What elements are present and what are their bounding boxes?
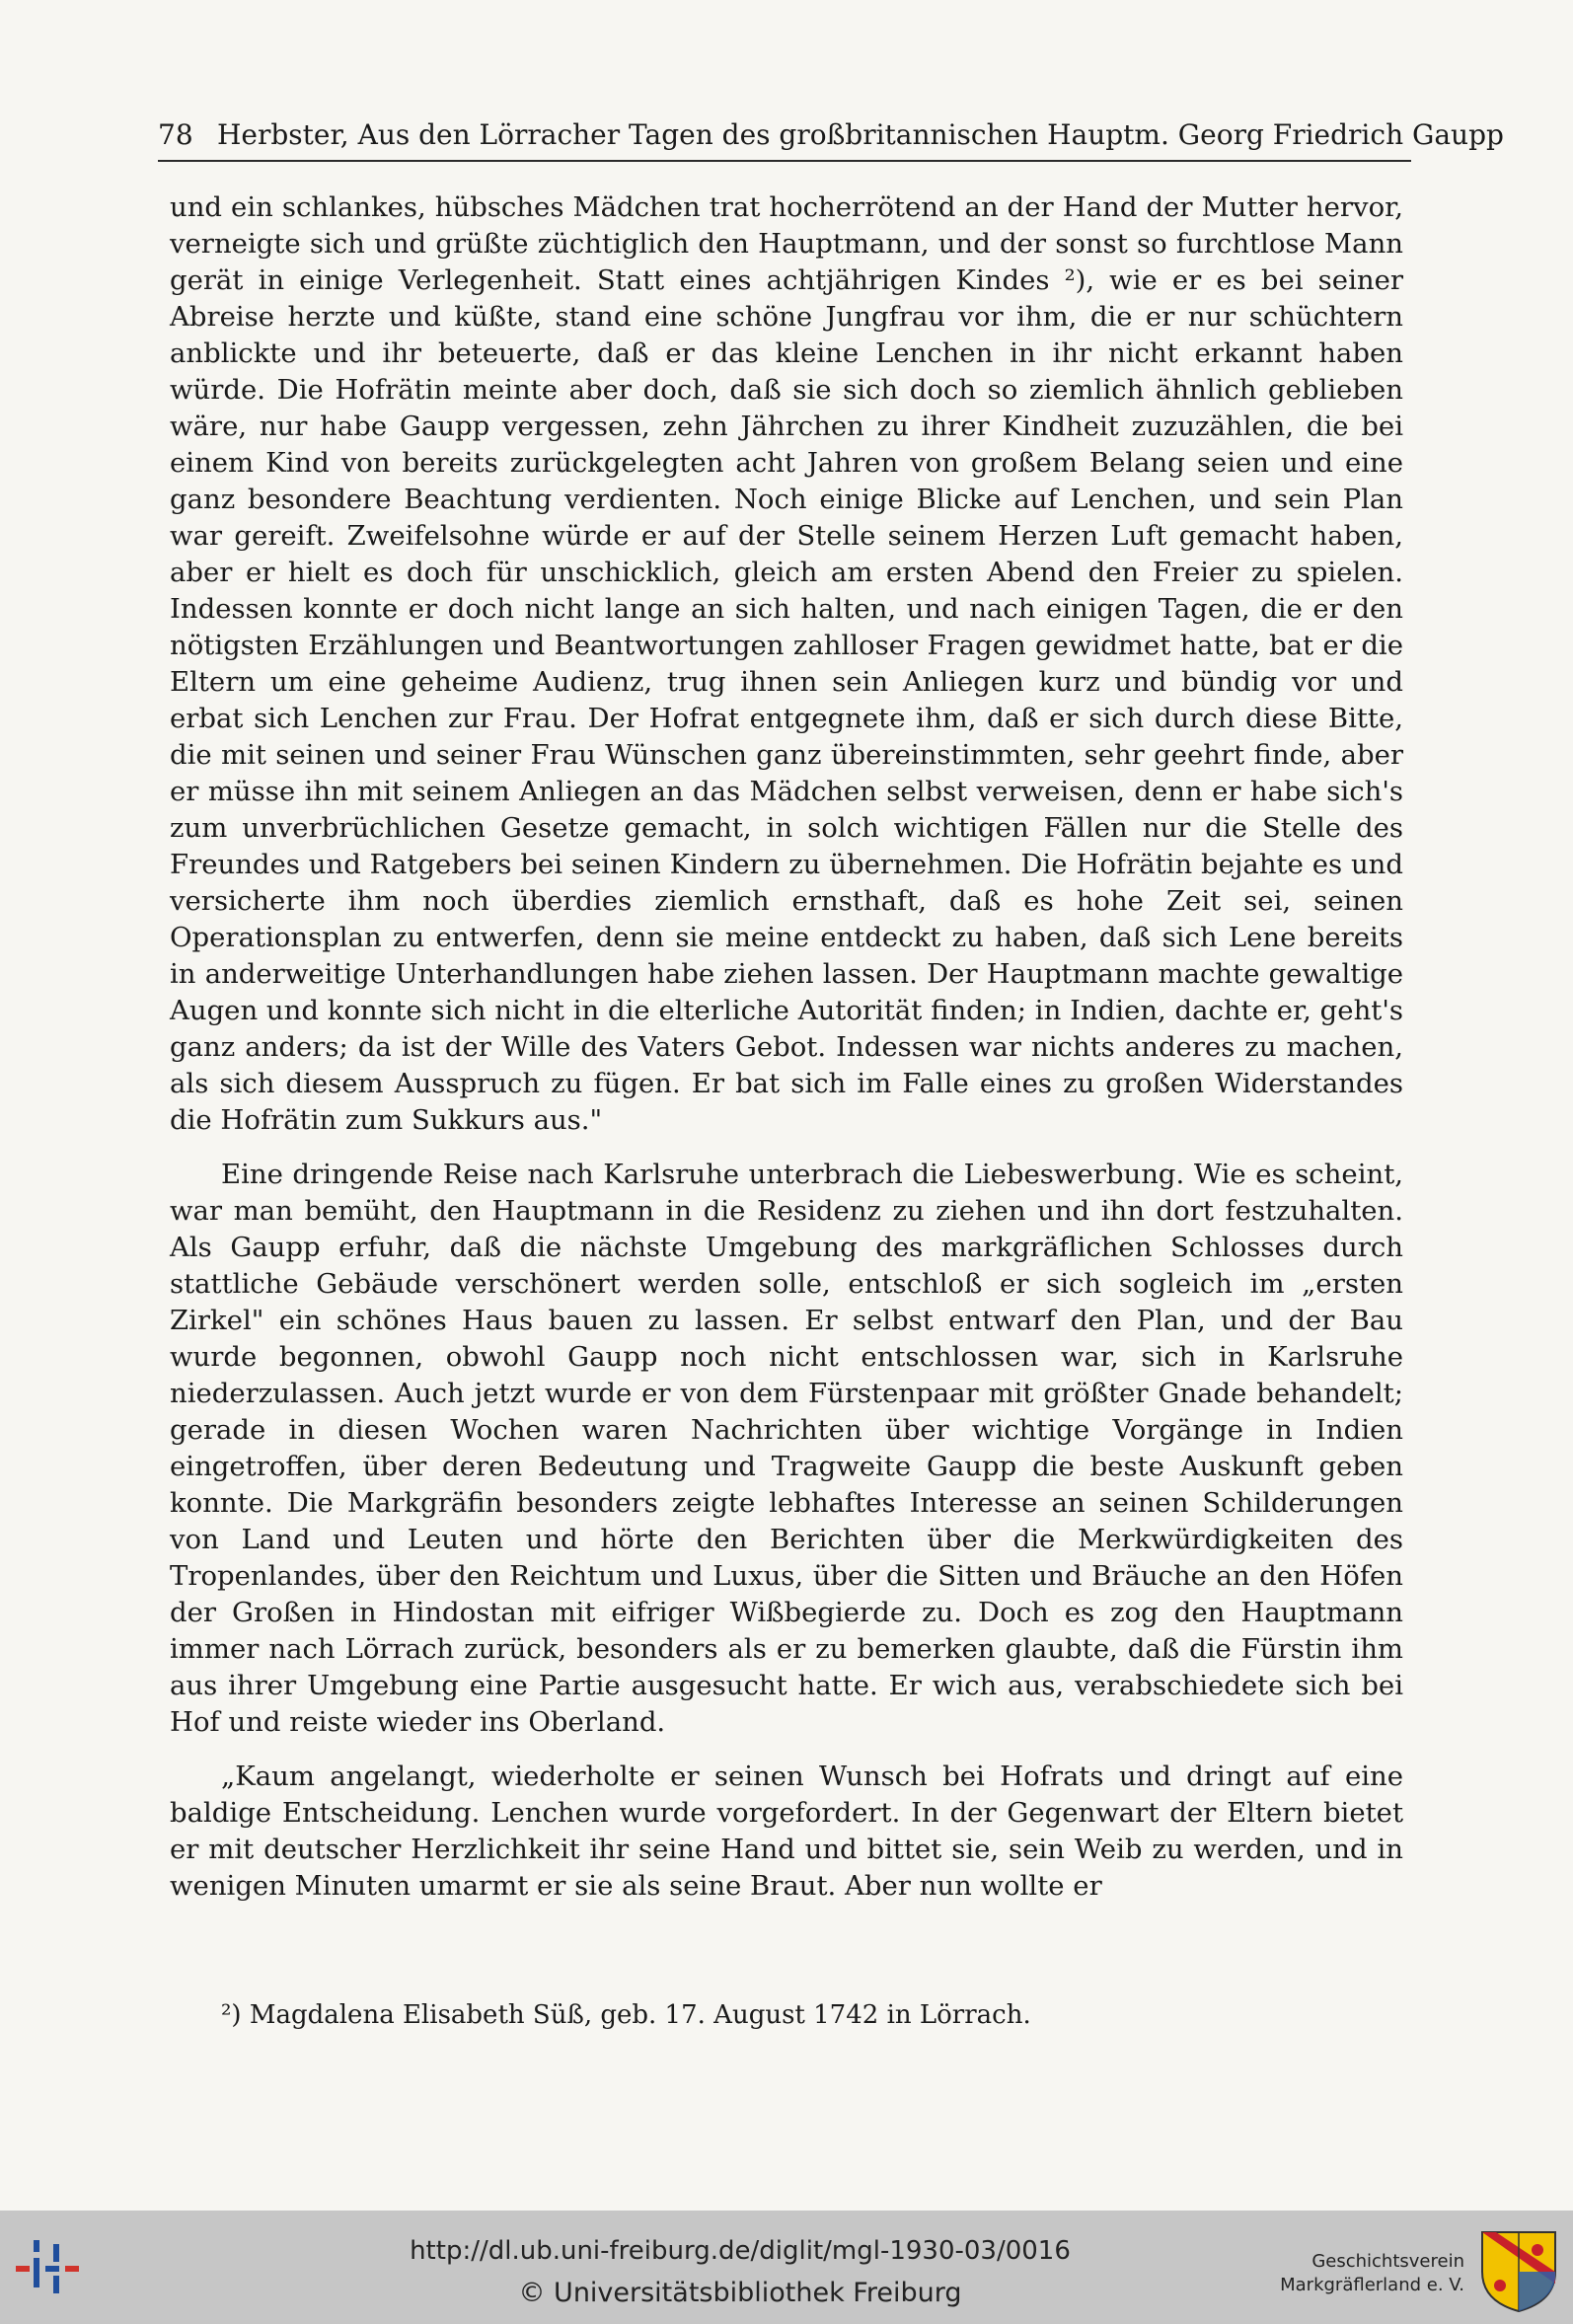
footnote: ²) Magdalena Elisabeth Süß, geb. 17. August 1742 in Lörrach.	[221, 2000, 1031, 2030]
paragraph-3: „Kaum angelangt, wiederholte er seinen Wunsch bei Hofrats und dringt auf eine baldige Entscheidung. Lenchen wurde vorgefordert. In der Gegenwart der Eltern bietet er mit deutscher Herzlichkeit ihr seine Hand und bittet sie, sein Weib zu werden, und in wenigen Minuten umarmt er sie als seine Braut. Aber nun wollte er	[170, 1761, 1403, 1902]
body-text	[170, 189, 1403, 1922]
running-header	[158, 111, 1504, 162]
society-name	[1280, 2250, 1464, 2297]
running-title: Herbster, Aus den Lörracher Tagen des großbritannischen Hauptm. Georg Friedrich Gaupp	[217, 118, 1504, 151]
coat-of-arms-icon[interactable]	[1478, 2228, 1559, 2313]
paragraph-1: und ein schlankes, hübsches Mädchen trat hocherrötend an der Hand der Mutter hervor, verneigte sich und grüßte züchtiglich den Hauptmann, und der sonst so furchtlose Mann gerät in einige Verlegenheit. Statt eines achtjährigen Kindes ²), wie er es bei seiner Abreise herzte und küßte, stand eine schöne Jungfrau vor ihm, die er nur schüchtern anblickte und ihr beteuerte, daß er das kleine Lenchen in ihr nicht erkannt haben würde. Die Hofrätin meinte aber doch, daß sie sich doch so ziemlich ähnlich geblieben wäre, nur habe Gaupp vergessen, zehn Jährchen zu ihrer Kindheit zuzuzählen, die bei einem Kind von bereits zurückgelegten acht Jahren von großem Belang seien und eine ganz besondere Beachtung verdienten. Noch einige Blicke auf Lenchen, und sein Plan war gereift. Zweifelsohne würde er auf der Stelle seinem Herzen Luft gemacht haben, aber er hielt es doch für unschicklich, gleich am ersten Abend den Freier zu spielen. Indessen konnte er doch nicht lange an sich halten, und nach einigen Tagen, die er den nötigsten Erzählungen und Beantwortungen zahlloser Fragen gewidmet hatte, bat er die Eltern um eine geheime Audienz, trug ihnen sein Anliegen kurz und bündig vor und erbat sich Lenchen zur Frau. Der Hofrat entgegnete ihm, daß er sich durch diese Bitte, die mit seinen und seiner Frau Wünschen ganz übereinstimmten, sehr geehrt finde, aber er müsse ihn mit seinem Anliegen an das Mädchen selbst verweisen, denn er habe sich's zum unverbrüchlichen Gesetze gemacht, in solch wichtigen Fällen nur die Stelle des Freundes und Ratgebers bei seinen Kindern zu übernehmen. Die Hofrätin bejahte es und versicherte ihm noch überdies ziemlich ernsthaft, daß es hohe Zeit sei, seinen Operationsplan zu entwerfen, denn sie meine entdeckt zu haben, daß sich Lene bereits in anderweitige Unterhandlungen habe ziehen lassen. Der Hauptmann machte gewaltige Augen und konnte sich nicht in die elterliche Autorität finden; in Indien, dachte er, geht's ganz anders; da ist der Wille des Vaters Gebot. Indessen war nichts anderes zu machen, als sich diesem Ausspruch zu fügen. Er bat sich im Falle eines zu großen Widerstandes die Hofrätin zum Sukkurs aus."	[170, 191, 1403, 1136]
ub-freiburg-logo-icon[interactable]	[14, 2232, 99, 2303]
paragraph-2: Eine dringende Reise nach Karlsruhe unterbrach die Liebeswerbung. Wie es scheint, war man bemüht, den Hauptmann in die Residenz zu ziehen und ihn dort festzuhalten. Als Gaupp erfuhr, daß die nächste Umgebung des markgräflichen Schlosses durch stattliche Gebäude verschönert werden solle, entschloß er sich sogleich im „ersten Zirkel" ein schönes Haus bauen zu lassen. Er selbst entwarf den Plan, und der Bau wurde begonnen, obwohl Gaupp noch nicht entschlossen war, sich in Karlsruhe niederzulassen. Auch jetzt wurde er von dem Fürstenpaar mit größter Gnade behandelt; gerade in diesen Wochen waren Nachrichten über wichtige Vorgänge in Indien eingetroffen, über deren Bedeutung und Tragweite Gaupp die beste Auskunft geben konnte. Die Markgräfin besonders zeigte lebhaftes Interesse an seinen Schilderungen von Land und Leuten und hörte den Berichten über die Merkwürdigkeiten des Tropenlandes, über den Reichtum und Luxus, über die Sitten und Bräuche an den Höfen der Großen in Hindostan mit eifriger Wißbegierde zu. Doch es zog den Hauptmann immer nach Lörrach zurück, besonders als er zu bemerken glaubte, daß die Fürstin ihm aus ihrer Umgebung eine Partie ausgesucht hatte. Er wich aus, verabschiedete sich bei Hof und reiste wieder ins Oberland.	[170, 1159, 1403, 1738]
permalink-url[interactable]: http://dl.ub.uni-freiburg.de/diglit/mgl-1930-03/0016	[410, 2236, 1071, 2266]
viewer-footer	[0, 2211, 1573, 2324]
society-name-line1: Geschichtsverein	[1311, 2251, 1464, 2272]
page-number: 78	[158, 118, 193, 151]
society-name-line2: Markgräflerland e. V.	[1280, 2275, 1464, 2295]
copyright-notice: © Universitätsbibliothek Freiburg	[518, 2278, 962, 2308]
